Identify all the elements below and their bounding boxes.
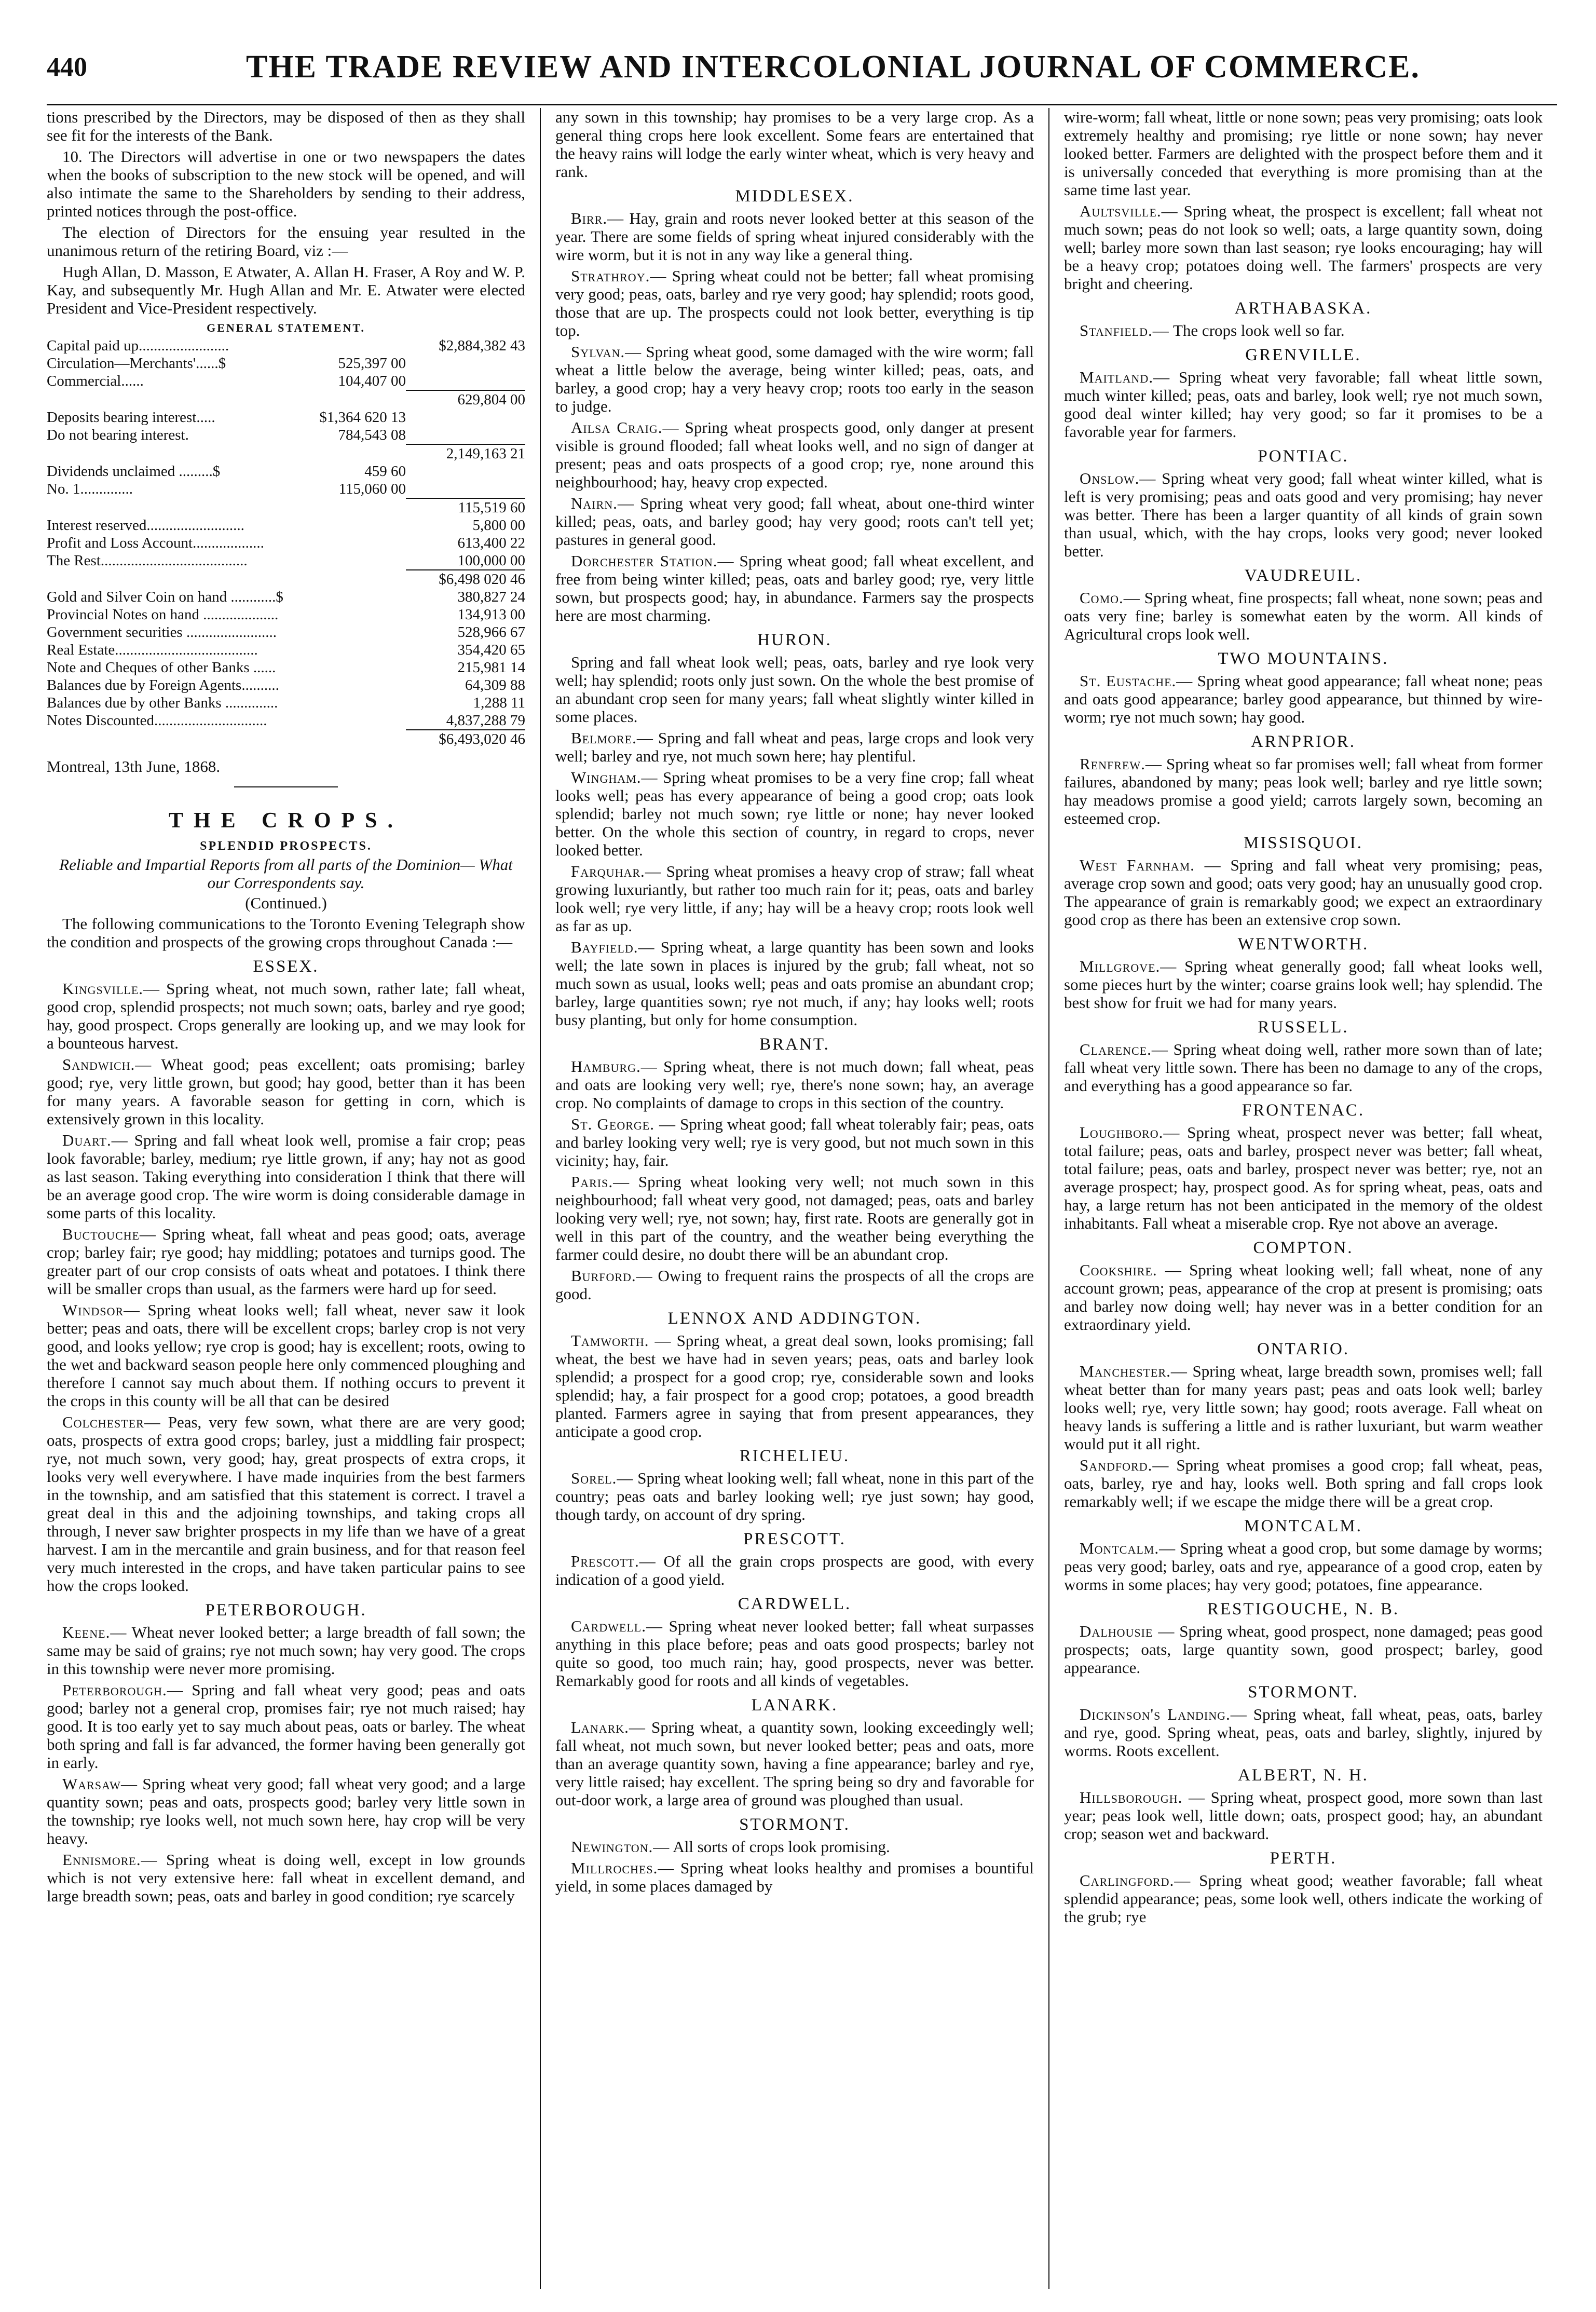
report-entry: Montcalm.— Spring wheat a good crop, but some damage by worms; peas very good; barley, oats and rye, appearance of a good crop, eaten by worms in some places; hay very good; potatoes, fine appearance. [1064,1539,1543,1594]
statement-row [47,623,525,641]
statement-subamount: 525,397 00 [338,355,406,372]
place-name: Lanark.— [571,1718,646,1736]
statement-subamount [307,588,406,606]
county-heading: STORMONT. [739,1815,850,1834]
report-entry: Cardwell.— Spring wheat never looked better; fall wheat surpasses anything in this place before; peas and oats good prospects; barley not quite so good, too much rain; hay, good prospects, never was better. Remarkably good for roots and all kinds of vegetables. [555,1617,1034,1690]
paragraph: wire-worm; fall wheat, little or none sown; peas very promising; oats look extremely healthy and promising; rye little or none sown; hay never looked better. Farmers are delighted with the prospect before them and it is universally conceded that everything is more promising than at the same time last year. [1064,108,1543,199]
statement-row [47,390,525,409]
statement-subamount: 459 60 [364,463,406,480]
statement-subamount: 104,407 00 [338,373,406,389]
county-heading: PERTH. [1270,1849,1337,1868]
statement-label: Dividends unclaimed .........$ [47,463,221,480]
statement-label: Do not bearing interest. [47,427,189,443]
place-name: Hamburg.— [571,1057,658,1076]
report-entry: Millroches.— Spring wheat looks healthy and promises a bountiful yield, in some places damaged by [555,1859,1034,1895]
place-name: Sylvan.— [571,343,642,361]
statement-subamount [307,552,406,569]
place-name: Dorchester Station.— [571,552,734,570]
county-heading: HURON. [757,631,832,649]
county-heading: ALBERT, N. H. [1238,1766,1369,1785]
report-entry: Dickinson's Landing.— Spring wheat, fall wheat, peas, oats, barley and rye, good. Spring wheat, peas, oats and barley, slightly, injured by worms. Roots excellent. [1064,1705,1543,1760]
statement-amount: 4,837,288 79 [446,712,525,729]
place-name: Renfrew.— [1080,755,1162,773]
report-entry: St. George. — Spring wheat good; fall wheat tolerably fair; peas, oats and barley looking very well; rye is very good, but not much sown in this vicinity; hay, fair. [555,1115,1034,1169]
place-name: Sandford.— [1080,1456,1169,1474]
report-entry: West Farnham. — Spring and fall wheat very promising; peas, average crop sown and good; oats very good; hay an unusually good crop. The appearance of grain is remarkably good; we expect an extraordinary good crop as there has been an extensive crop sown. [1064,856,1543,929]
county-heading: BRANT. [759,1035,830,1054]
divider [234,786,338,787]
report-entry: Kingsville.— Spring wheat, not much sown, rather late; fall wheat, good crop, splendid prospects; not much sown; oats, barley and rye good; hay, good prospect. Crops generally are looking up, and we may look for a bounteous harvest. [47,980,526,1052]
report-entry: Bayfield.— Spring wheat, a large quantity has been sown and looks well; the late sown in places is injured by the grub; fall wheat, not so much sown as usual, looks well; peas and oats promise an abundant crop; barley, large quantities sown; rye not much, if any; hay looks well; roots busy planting, but only for home consumption. [555,938,1034,1029]
statement-label: Commercial...... [47,373,144,389]
journal-title: THE TRADE REVIEW AND INTERCOLONIAL JOURNAL OF COMMERCE. [246,49,1420,85]
report-entry: Sorel.— Spring wheat looking well; fall wheat, none in this part of the country; peas oats and barley looking well; rye just sown; hay good, though tardy, on account of dry spring. [555,1469,1034,1524]
statement-label: Gold and Silver Coin on hand ............$ [47,589,283,605]
statement-amount: 613,400 22 [457,535,525,551]
statement-amount: 380,827 24 [457,589,525,605]
statement-amount: 1,288 11 [473,695,525,711]
statement-subamount [307,606,406,623]
report-entry: Birr.— Hay, grain and roots never looked better at this season of the year. There are some fields of spring wheat injured considerably with the wire worm, but it is not in any way like a general thing. [555,209,1034,264]
place-name: Wingham.— [571,768,658,786]
column-3 [1049,108,1557,2289]
report-entry: Warsaw— Spring wheat very good; fall wheat very good; and a large quantity sown; peas and oats, prospects good; barley very little sown in the township; rye looks well, not much sown here, hay crop will be very heavy. [47,1775,526,1847]
report-entry: Dorchester Station.— Spring wheat good; fall wheat excellent, and free from being winter killed; peas, oats and barley good; rye, very little sown, but prospects good; hay, in abundance. Farmers say the prospects here are most charming. [555,552,1034,624]
place-name: Aultsville.— [1080,202,1178,220]
place-name: Paris.— [571,1173,630,1191]
county-heading: MISSISQUOI. [1243,834,1363,852]
statement-row [47,444,525,463]
report-entry: Loughboro.— Spring wheat, prospect never was better; fall wheat, total failure; peas, oats and barley, prospect never was better; fall wheat, total failure; peas, oats and barley, prospect never was better; rye, not an average prospect; hay, prospect good. As for spring wheat, peas, oats and hay, a large return has not been anticipated in the memory of the oldest inhabitants. Fall wheat a miserable crop. Rye not above an average. [1064,1123,1543,1232]
report-entry: Sylvan.— Spring wheat good, some damaged with the wire worm; fall wheat a little below the average, being winter killed; peas, oats, and barley, a good crop; hay a very heavy crop; roots too early in the season to judge. [555,343,1034,415]
place-name: Ennismore.— [62,1851,158,1869]
report-entry: Keene.— Wheat never looked better; a large breadth of fall sown; the same may be said of grains; rye not much sown; hay very good. The crops in this township were never more promising. [47,1623,525,1678]
report-entry: Duart.— Spring and fall wheat look well, promise a fair crop; peas look favorable; barley, medium; rye little grown, if any; hay not as good as last season. Taking everything into consideration I think that there will be an average good crop. The wire worm is doing considerable damage in some parts of this locality. [47,1131,525,1222]
statement-amount: 2,149,163 21 [406,444,525,463]
statement-row [47,694,525,712]
statement-row [47,426,525,444]
statement-row [47,480,525,498]
statement-row [47,729,525,748]
report-entry: St. Eustache.— Spring wheat good appearance; fall wheat none; peas and oats good appearance; barley good appearance, but thinned by wire-worm; rye not much sown; hay good. [1064,672,1543,726]
statement-row [47,659,525,676]
paragraph: Hugh Allan, D. Masson, E Atwater, A. Allan H. Fraser, A Roy and W. P. Kay, and subsequently Mr. Hugh Allan and Mr. E. Atwater were elected President and Vice-President respectively. [47,263,525,317]
paragraph: any sown in this township; hay promises to be a very large crop. As a general thing crops here look excellent. Some fears are entertained that the heavy rains will lodge the early winter wheat, which is very heavy and rank. [555,108,1034,181]
statement-label [47,498,307,516]
page-number: 440 [47,52,87,82]
place-name: Kingsville.— [62,980,160,998]
statement-amount [406,463,525,480]
county-heading: ESSEX. [253,957,319,976]
place-name: Como.— [1080,589,1140,607]
county-heading: VAUDREUIL. [1244,566,1362,585]
statement-label [47,390,307,409]
place-name: Millgrove.— [1080,957,1177,975]
statement-subamount [307,712,406,729]
statement-row [47,712,525,729]
place-name: St. George. — [571,1115,676,1133]
county-heading: MONTCALM. [1244,1517,1362,1535]
statement-amount: 100,000 00 [457,552,525,569]
statement-amount [406,480,525,498]
report-entry: Strathroy.— Spring wheat could not be better; fall wheat promising very good; peas, oats, barley and rye very good; hay splendid; roots good, those that are up. The prospects could not look better, everything is tip top. [555,267,1034,339]
crops-standfirst: Reliable and Impartial Reports from all parts of the Dominion— What our Correspondents say. [59,855,513,892]
place-name: Onslow.— [1080,469,1156,487]
statement-row [47,372,525,390]
statement-label: Balances due by Foreign Agents.......... [47,677,279,693]
report-entry: Cookshire. — Spring wheat looking well; fall wheat, none of any account grown; peas, appearance of the crop at present is promising; oats and barley now doing well; hay never was in a better condition for an extraordinary yield. [1064,1261,1543,1334]
report-entry: Windsor— Spring wheat looks well; fall wheat, never saw it look better; peas and oats, there will be excellent crops; barley crop is not very good, and looks yellow; rye crop is good; hay is excellent; roots, owing to the wet and backward season people here only commenced ploughing and therefore I cannot say much about them. If nothing occurs to prevent it the crops in this county will be all that can be desired [47,1301,526,1410]
paragraph: tions prescribed by the Directors, may be disposed of then as they shall see fit for the interests of the Bank. [47,108,525,144]
county-heading: COMPTON. [1253,1239,1354,1257]
statement-subamount [307,659,406,676]
paragraph: Spring and fall wheat look well; peas, oats, barley and rye look very well; hay splendid; roots only just sown. On the whole the best promise of an abundant crop seen for many years; fall wheat slightly winter killed in some places. [555,653,1034,726]
county-heading: RUSSELL. [1258,1018,1349,1037]
report-entry: Sandwich.— Wheat good; peas excellent; oats promising; barley good; rye, very little grown, but good; hay good, better than it has been for many years. A favorable season for getting in corn, which is extensively grown in this locality. [47,1055,525,1128]
report-entry: Nairn.— Spring wheat very good; fall wheat, about one-third winter killed; peas, oats, and barley good; hay very good; roots can't tell yet; pastures in general good. [555,494,1034,549]
place-name: Birr.— [571,209,624,227]
place-name: West Farnham. — [1080,856,1221,874]
statement-subamount [307,516,406,534]
statement-row [47,534,525,552]
report-entry: Newington.— All sorts of crops look promising. [571,1838,890,1856]
statement-label: No. 1.............. [47,481,133,497]
report-entry: Ennismore.— Spring wheat is doing well, except in low grounds which is not very extensive here: fall wheat in excellent demand, and large breadth sown; peas, oats and barley in good condition; rye scarcely [47,1851,526,1905]
statement-label: Balances due by other Banks .............. [47,695,278,711]
statement-label: Deposits bearing interest..... [47,409,215,426]
place-name: Newington.— [571,1838,670,1856]
statement-row [47,606,525,623]
report-entry: Renfrew.— Spring wheat so far promises well; fall wheat from former failures, abandoned by many; peas look well; barley and rye little sown; hay meadows promise a good yield; carrots largely sown, becoming an esteemed crop. [1064,755,1543,827]
statement-label: The Rest....................................... [47,552,248,569]
statement-amount [406,426,525,444]
statement-label [47,444,307,463]
column-1 [47,108,541,2289]
report-entry: Burford.— Owing to frequent rains the prospects of all the crops are good. [555,1267,1034,1303]
report-entry: Peterborough.— Spring and fall wheat very good; peas and oats good; barley not a general crop, promises fair; rye not much raised; hay good. It is too early yet to say much about peas, oats or barley. The wheat both spring and fall is far advanced, the former having been generally got in early. [47,1681,525,1772]
report-entry: Millgrove.— Spring wheat generally good; fall wheat looks well, some pieces hurt by the winter; coarse grains look well; hay splendid. The best show for fruit we had for many years. [1064,957,1543,1012]
report-entry: Farquhar.— Spring wheat promises a heavy crop of straw; fall wheat growing luxuriantly, but rather too much rain for it; peas, oats and barley look well; rye very little, if any; hay will be a heavy crop; roots look well as far as up. [555,862,1034,935]
place-name: Warsaw— [62,1775,138,1793]
report-entry: Manchester.— Spring wheat, large breadth sown, promises well; fall wheat better than for many years past; peas and oats look well; barley looks well; rye, very little sown; hay good; roots average. Fall wheat on heavy lands is suffering a little and is rather luxuriant, but warm weather would put it all right. [1064,1362,1543,1453]
paragraph: The election of Directors for the ensuing year resulted in the unanimous return of the retiring Board, viz :— [47,223,525,260]
statement-subamount [307,390,406,409]
county-heading: TWO MOUNTAINS. [1218,649,1389,668]
report-entry: Ailsa Craig.— Spring wheat prospects good, only danger at present visible is ground flooded; fall wheat looks well, and no sign of danger at present; peas and oats prospects of a good crop; rye, none around this neighbourhood; hay, heavy crop expected. [555,418,1034,491]
place-name: Clarence.— [1080,1040,1168,1058]
column-2 [541,108,1049,2289]
statement-title: GENERAL STATEMENT. [207,321,365,334]
paragraph: The following communications to the Toronto Evening Telegraph show the condition and prospects of the growing crops throughout Canada :— [47,915,525,951]
report-entry: Dalhousie — Spring wheat, good prospect, none damaged; peas good prospects; oats, large quantity sown, good prospect; barley, good appearance. [1064,1622,1543,1677]
statement-label: Notes Discounted.............................. [47,712,267,729]
statement-label: Capital paid up........................ [47,337,229,354]
statement-amount: 215,981 14 [457,659,525,676]
statement-row [47,641,525,659]
place-name: Ailsa Craig.— [571,418,679,437]
place-name: Carlingford.— [1080,1871,1191,1889]
statement-amount: 64,309 88 [465,677,525,693]
statement-subamount: 115,060 00 [338,481,406,497]
statement-subamount [307,534,406,552]
statement-amount [406,409,525,426]
statement-amount: $6,493,020 46 [406,729,525,748]
report-entry: Onslow.— Spring wheat very good; fall wheat winter killed, what is left is very promising; peas and oats good and very promising; hay never was better. There has been a larger quantity of all kinds of grain sown than usual, which, with the hay crops, looks very good; never looked better. [1064,469,1543,560]
crops-subtitle: SPLENDID PROSPECTS. [200,839,372,853]
statement-row [47,409,525,426]
place-name: Montcalm.— [1080,1539,1176,1557]
statement-row [47,337,525,355]
statement-amount [406,355,525,372]
statement-row [47,463,525,480]
statement-amount: 134,913 00 [457,606,525,623]
statement-label: Profit and Loss Account................... [47,535,264,551]
statement-label: Interest reserved.......................... [47,517,244,534]
county-heading: PRESCOTT. [743,1530,846,1548]
county-heading: ARTHABASKA. [1234,299,1372,318]
place-name: Loughboro.— [1080,1123,1180,1141]
statement-row [47,498,525,516]
county-heading: PONTIAC. [1258,447,1349,466]
report-entry: Colchester— Peas, very few sown, what there are are very good; oats, prospects of extra good crops; barley, just a middling fair prospect; rye, not much sown, very good; hay, great prospects of extra crops, it looks very well everywhere. I have made inquiries from the best farmers in the township, and am satisfied that this statement is correct. I travel a great deal in this and the adjoining townships, and taking crops all through, I never saw brighter prospects in my life than we have of a great harvest. I am in the mercantile and grain business, and for that reason feel very much interested in the crops, and have taken particular pains to see how the crops looked. [47,1413,526,1595]
statement-label [47,569,307,588]
statement-amount: 5,800 00 [472,517,525,534]
report-entry: Belmore.— Spring and fall wheat and peas, large crops and look very well; barley and rye, not much sown here; hay plentiful. [555,729,1034,765]
report-entry: Hillsborough. — Spring wheat, prospect good, more sown than last year; peas look well, little down; oats, prospect good; hay, an abundant crop; season wet and backward. [1064,1788,1543,1843]
report-entry: Buctouche— Spring wheat, fall wheat and peas good; oats, average crop; barley fair; rye good; hay middling; potatoes and turnips good. The greater part of our crop consists of oats wheat and potatoes. I think there will be smaller crops than usual, as the farmers were hard up for seed. [47,1225,526,1298]
county-heading: RESTIGOUCHE, N. B. [1207,1600,1400,1619]
place-name: Hillsborough. — [1080,1788,1206,1806]
county-heading: PETERBOROUGH. [205,1601,367,1620]
place-name: Stanfield.— [1080,321,1169,339]
statement-row [47,516,525,534]
place-name: Dickinson's Landing.— [1080,1705,1247,1723]
place-name: Windsor— [62,1301,141,1319]
statement-subamount [307,694,406,712]
report-entry: Sandford.— Spring wheat promises a good crop; fall wheat, peas, oats, barley, rye and hay, looks well. Both spring and fall crops look remarkably well; if we escape the midge there will be a great crop. [1064,1456,1543,1511]
statement-amount: 528,966 67 [457,624,525,641]
continued-note: (Continued.) [245,894,327,912]
place-name: St. Eustache.— [1080,672,1193,690]
place-name: Duart.— [62,1131,128,1149]
statement-amount: 354,420 65 [457,642,525,658]
statement-subamount [307,641,406,659]
county-heading: ARNPRIOR. [1250,732,1356,751]
place-name: Nairn.— [571,494,634,512]
statement-label [47,729,307,748]
statement-subamount [307,729,406,748]
statement-label: Real Estate...................................... [47,642,258,658]
statement-row [47,588,525,606]
county-heading: FRONTENAC. [1242,1101,1365,1120]
report-entry: Aultsville.— Spring wheat, the prospect is excellent; fall wheat not much sown; peas do not look so well; oats, a large quantity sown, doing well; barley more sown than last season; rye looks encouraging; hay will be a heavy crop; potatoes doing well. The farmers' prospects are very bright and cheering. [1064,202,1543,293]
statement-subamount [307,623,406,641]
county-heading: CARDWELL. [738,1595,852,1613]
place-name: Peterborough.— [62,1681,184,1699]
county-heading: LENNOX AND ADDINGTON. [667,1309,922,1328]
report-entry: Carlingford.— Spring wheat good; weather favorable; fall wheat splendid appearance; peas, some look well, others indicate the working of the grub; rye [1064,1871,1543,1926]
statement-amount: 115,519 60 [406,498,525,516]
statement-subamount [307,444,406,463]
place-name: Burford.— [571,1267,653,1285]
place-name: Sorel.— [571,1469,634,1487]
dateline: Montreal, 13th June, 1868. [47,757,221,776]
place-name: Keene.— [62,1623,127,1641]
report-entry: Clarence.— Spring wheat doing well, rather more sown than of late; fall wheat very little sown. There has been no damage to any of the crops, and everything has a good appearance so far. [1064,1040,1543,1095]
place-name: Dalhousie — [1080,1622,1175,1640]
statement-label: Provincial Notes on hand .................... [47,606,279,623]
report-entry: Lanark.— Spring wheat, a quantity sown, looking exceedingly well; fall wheat, not much sown, but never looked better; peas and oats, more than an average quantity sown, having a fine appearance; barley and rye, very little raised; hay excellent. The spring being so dry and favorable for out-door work, a large area of ground was ploughed than usual. [555,1718,1034,1809]
statement-row [47,569,525,588]
report-entry: Tamworth. — Spring wheat, a great deal sown, looks promising; fall wheat, the best we have had in seven years; peas, oats and barley look splendid; a prospect for a good crop; rye, considerable sown and looks splendid; hay, a fair prospect for a good crop; potatoes, a good breadth planted. Farmers agree in saying that from present appearances, they anticipate a good crop. [555,1331,1034,1440]
newspaper-page [47,42,1557,2289]
statement-row [47,552,525,569]
report-entry: Stanfield.— The crops look well so far. [1080,321,1345,339]
county-heading: MIDDLESEX. [735,187,854,206]
statement-label: Government securities ........................ [47,624,277,641]
place-name: Colchester— [62,1413,161,1431]
statement-subamount [307,676,406,694]
place-name: Cardwell.— [571,1617,663,1635]
county-heading: WENTWORTH. [1237,935,1369,954]
place-name: Strathroy.— [571,267,667,285]
statement-amount: 629,804 00 [406,390,525,409]
statement-amount: $6,498 020 46 [406,569,525,588]
report-entry: Prescott.— Of all the grain crops prospects are good, with every indication of a good yield. [555,1552,1034,1588]
statement-subamount: 784,543 08 [338,427,406,443]
place-name: Buctouche— [62,1225,157,1243]
place-name: Cookshire. — [1080,1261,1182,1279]
county-heading: RICHELIEU. [739,1447,850,1465]
place-name: Bayfield.— [571,938,655,956]
statement-amount [406,372,525,390]
county-heading: GRENVILLE. [1245,346,1361,364]
statement-row [47,676,525,694]
statement-subamount [307,569,406,588]
place-name: Tamworth. — [571,1331,672,1350]
report-entry: Wingham.— Spring wheat promises to be a very fine crop; fall wheat looks well; peas has every appearance of being a good crop; oats look splendid; barley not much sown; rye little or none; hay never looked better. On the whole this section of country, in regard to crops, never looked better. [555,768,1034,859]
county-heading: ONTARIO. [1257,1340,1350,1358]
report-entry: Hamburg.— Spring wheat, there is not much down; fall wheat, peas and oats are looking very well; rye, there's none sown; hay, an average crop. No complaints of damage to crops in this section of the country. [555,1057,1034,1112]
place-name: Manchester.— [1080,1362,1188,1380]
county-heading: STORMONT. [1248,1683,1359,1702]
crops-title: THE CROPS. [168,809,404,833]
place-name: Belmore.— [571,729,653,747]
statement-label: Note and Cheques of other Banks ...... [47,659,276,676]
statement-row [47,355,525,372]
report-entry: Como.— Spring wheat, fine prospects; fall wheat, none sown; peas and oats very fine; barley is somewhat eaten by the worm. All kinds of Agricultural crops look well. [1064,589,1543,643]
place-name: Sandwich.— [62,1055,152,1073]
statement-label: Circulation—Merchants'......$ [47,355,226,372]
article-columns [47,108,1557,2289]
statement-subamount [307,337,406,355]
statement-subamount [307,498,406,516]
place-name: Prescott.— [571,1552,656,1570]
report-entry: Maitland.— Spring wheat very favorable; fall wheat little sown, much winter killed; peas, oats and barley, look well; rye not much sown, good deal winter killed; hay very good; so far it promises to be a favorable year for farmers. [1064,368,1543,441]
place-name: Millroches.— [571,1859,675,1877]
place-name: Maitland.— [1080,368,1170,386]
place-name: Farquhar.— [571,862,662,880]
county-heading: LANARK. [751,1696,838,1715]
paragraph: 10. The Directors will advertise in one or two newspapers the dates when the books of subscription to the new stock will be opened, and will also intimate the same to the Shareholders by sending to their address, printed notices through the post-office. [47,147,525,220]
general-statement-table [47,337,525,748]
statement-subamount: $1,364 620 13 [319,409,406,426]
page-header [47,42,1557,105]
statement-amount: $2,884,382 43 [439,337,525,354]
report-entry: Paris.— Spring wheat looking very well; not much sown in this neighbourhood; fall wheat very good, not damaged; peas, oats and barley looking very well; rye, not sown; hay, first rate. Roots are generally got in well in this part of the country, and the weather being everything the farmer could desire, no doubt there will be an abundant crop. [555,1173,1034,1263]
